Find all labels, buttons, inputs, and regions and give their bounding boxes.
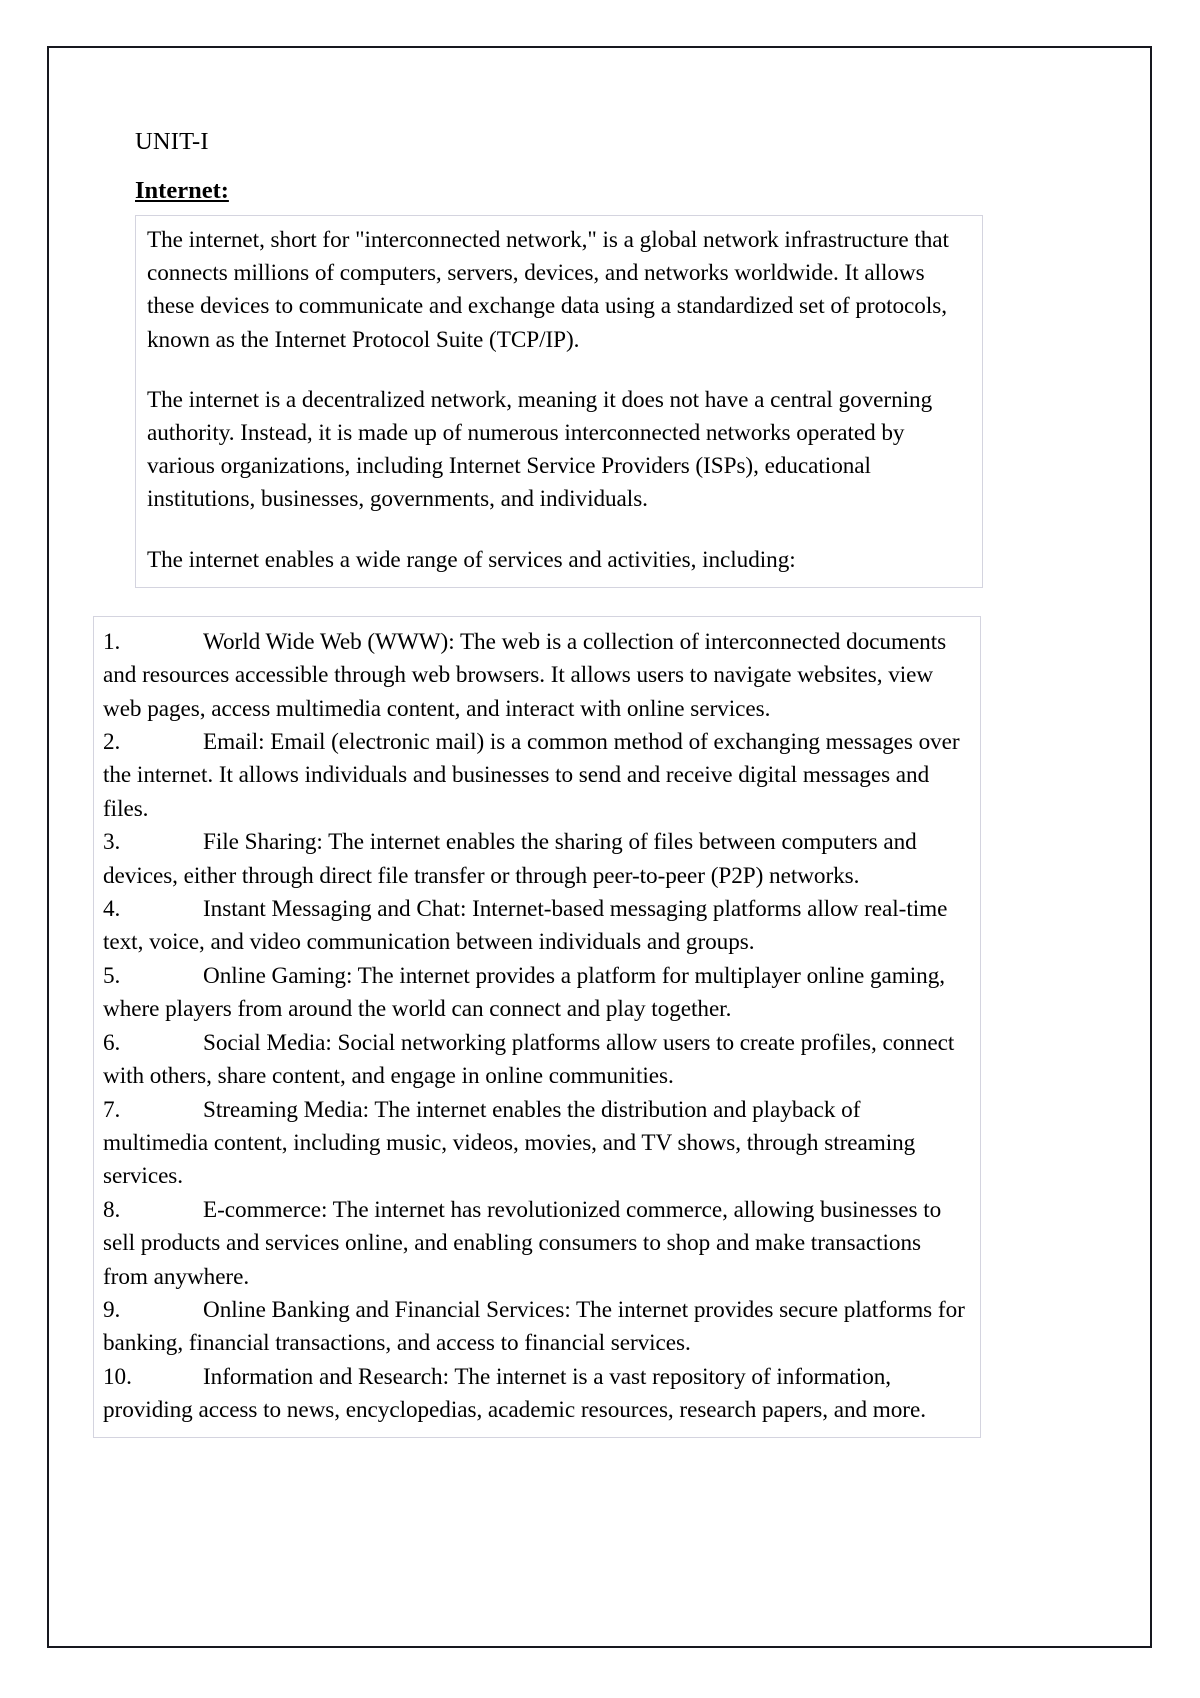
list-item-number: 7. bbox=[103, 1096, 121, 1123]
list-item-text: Information and Research: The internet is a vast repository of information, providing access to news, encyclopedias, academic resources, research papers, and more. bbox=[103, 1363, 926, 1424]
list-item-text: Instant Messaging and Chat: Internet-based messaging platforms allow real-time text, voice, and video communication between individuals and groups. bbox=[103, 896, 948, 956]
list-item-text: Social Media: Social networking platforms allow users to create profiles, connect with others, share content, and engage in online communities. bbox=[103, 1029, 955, 1090]
list-item bbox=[103, 1361, 969, 1428]
list-item-text: File Sharing: The internet enables the sharing of files between computers and devices, either through direct file transfer or through peer-to-peer (P2P) networks. bbox=[103, 829, 917, 889]
list-item-text: Online Banking and Financial Services: The internet provides secure platforms for banking, financial transactions, and access to financial services. bbox=[103, 1296, 965, 1357]
list-item bbox=[103, 1294, 969, 1361]
list-item bbox=[103, 960, 969, 1027]
list-item bbox=[103, 826, 969, 893]
list-item-text: Online Gaming: The internet provides a platform for multiplayer online gaming, where players from around the world can connect and play together. bbox=[103, 962, 945, 1023]
list-item-number: 5. bbox=[103, 962, 121, 989]
list-item-number: 2. bbox=[103, 729, 121, 756]
intro-text-box bbox=[135, 215, 983, 588]
list-item bbox=[103, 1094, 969, 1194]
page-border-frame bbox=[47, 46, 1152, 1648]
list-item-text: Email: Email (electronic mail) is a common method of exchanging messages over the internet. It allows individuals and businesses to send and receive digital messages and files. bbox=[103, 729, 960, 822]
list-item bbox=[103, 893, 969, 960]
list-item bbox=[103, 726, 969, 826]
list-item-number: 6. bbox=[103, 1029, 121, 1056]
list-item-text: E-commerce: The internet has revolutionized commerce, allowing businesses to sell products and services online, and enabling consumers to shop and make transactions from anywhere. bbox=[103, 1196, 942, 1290]
intro-paragraph-3: The internet enables a wide range of services and activities, including: bbox=[147, 546, 796, 573]
list-item-number: 9. bbox=[103, 1296, 121, 1323]
services-list bbox=[103, 626, 969, 1428]
list-item bbox=[103, 626, 969, 726]
section-heading-internet: Internet: bbox=[135, 176, 229, 204]
intro-paragraph-2: The internet is a decentralized network, meaning it does not have a central governing authority. Instead, it is made up of numerous interconnected networks operated by various organizations, including Internet Service Providers (ISPs), educational institutions, businesses, governments, and individuals. bbox=[147, 386, 933, 513]
list-item-number: 3. bbox=[103, 829, 121, 856]
list-item-number: 8. bbox=[103, 1196, 121, 1223]
unit-heading: UNIT-I bbox=[135, 128, 209, 155]
services-list-box bbox=[93, 616, 981, 1438]
list-item bbox=[103, 1027, 969, 1094]
list-item-text: World Wide Web (WWW): The web is a collection of interconnected documents and resources accessible through web browsers. It allows users to navigate websites, view web pages, access multimedia content, and interact with online services. bbox=[103, 628, 947, 722]
list-item-number: 10. bbox=[103, 1363, 132, 1390]
list-item bbox=[103, 1194, 969, 1294]
list-item-text: Streaming Media: The internet enables the distribution and playback of multimedia content, including music, videos, movies, and TV shows, through streaming services. bbox=[103, 1096, 916, 1190]
list-item-number: 1. bbox=[103, 628, 121, 655]
list-item-number: 4. bbox=[103, 896, 121, 923]
page-content bbox=[103, 128, 1025, 1438]
intro-paragraph-1: The internet, short for "interconnected network," is a global network infrastructure that connects millions of computers, servers, devices, and networks worldwide. It allows these devices to communicate and exchange data using a standardized set of protocols, known as the Internet Protocol Suite (TCP/IP). bbox=[147, 227, 949, 353]
